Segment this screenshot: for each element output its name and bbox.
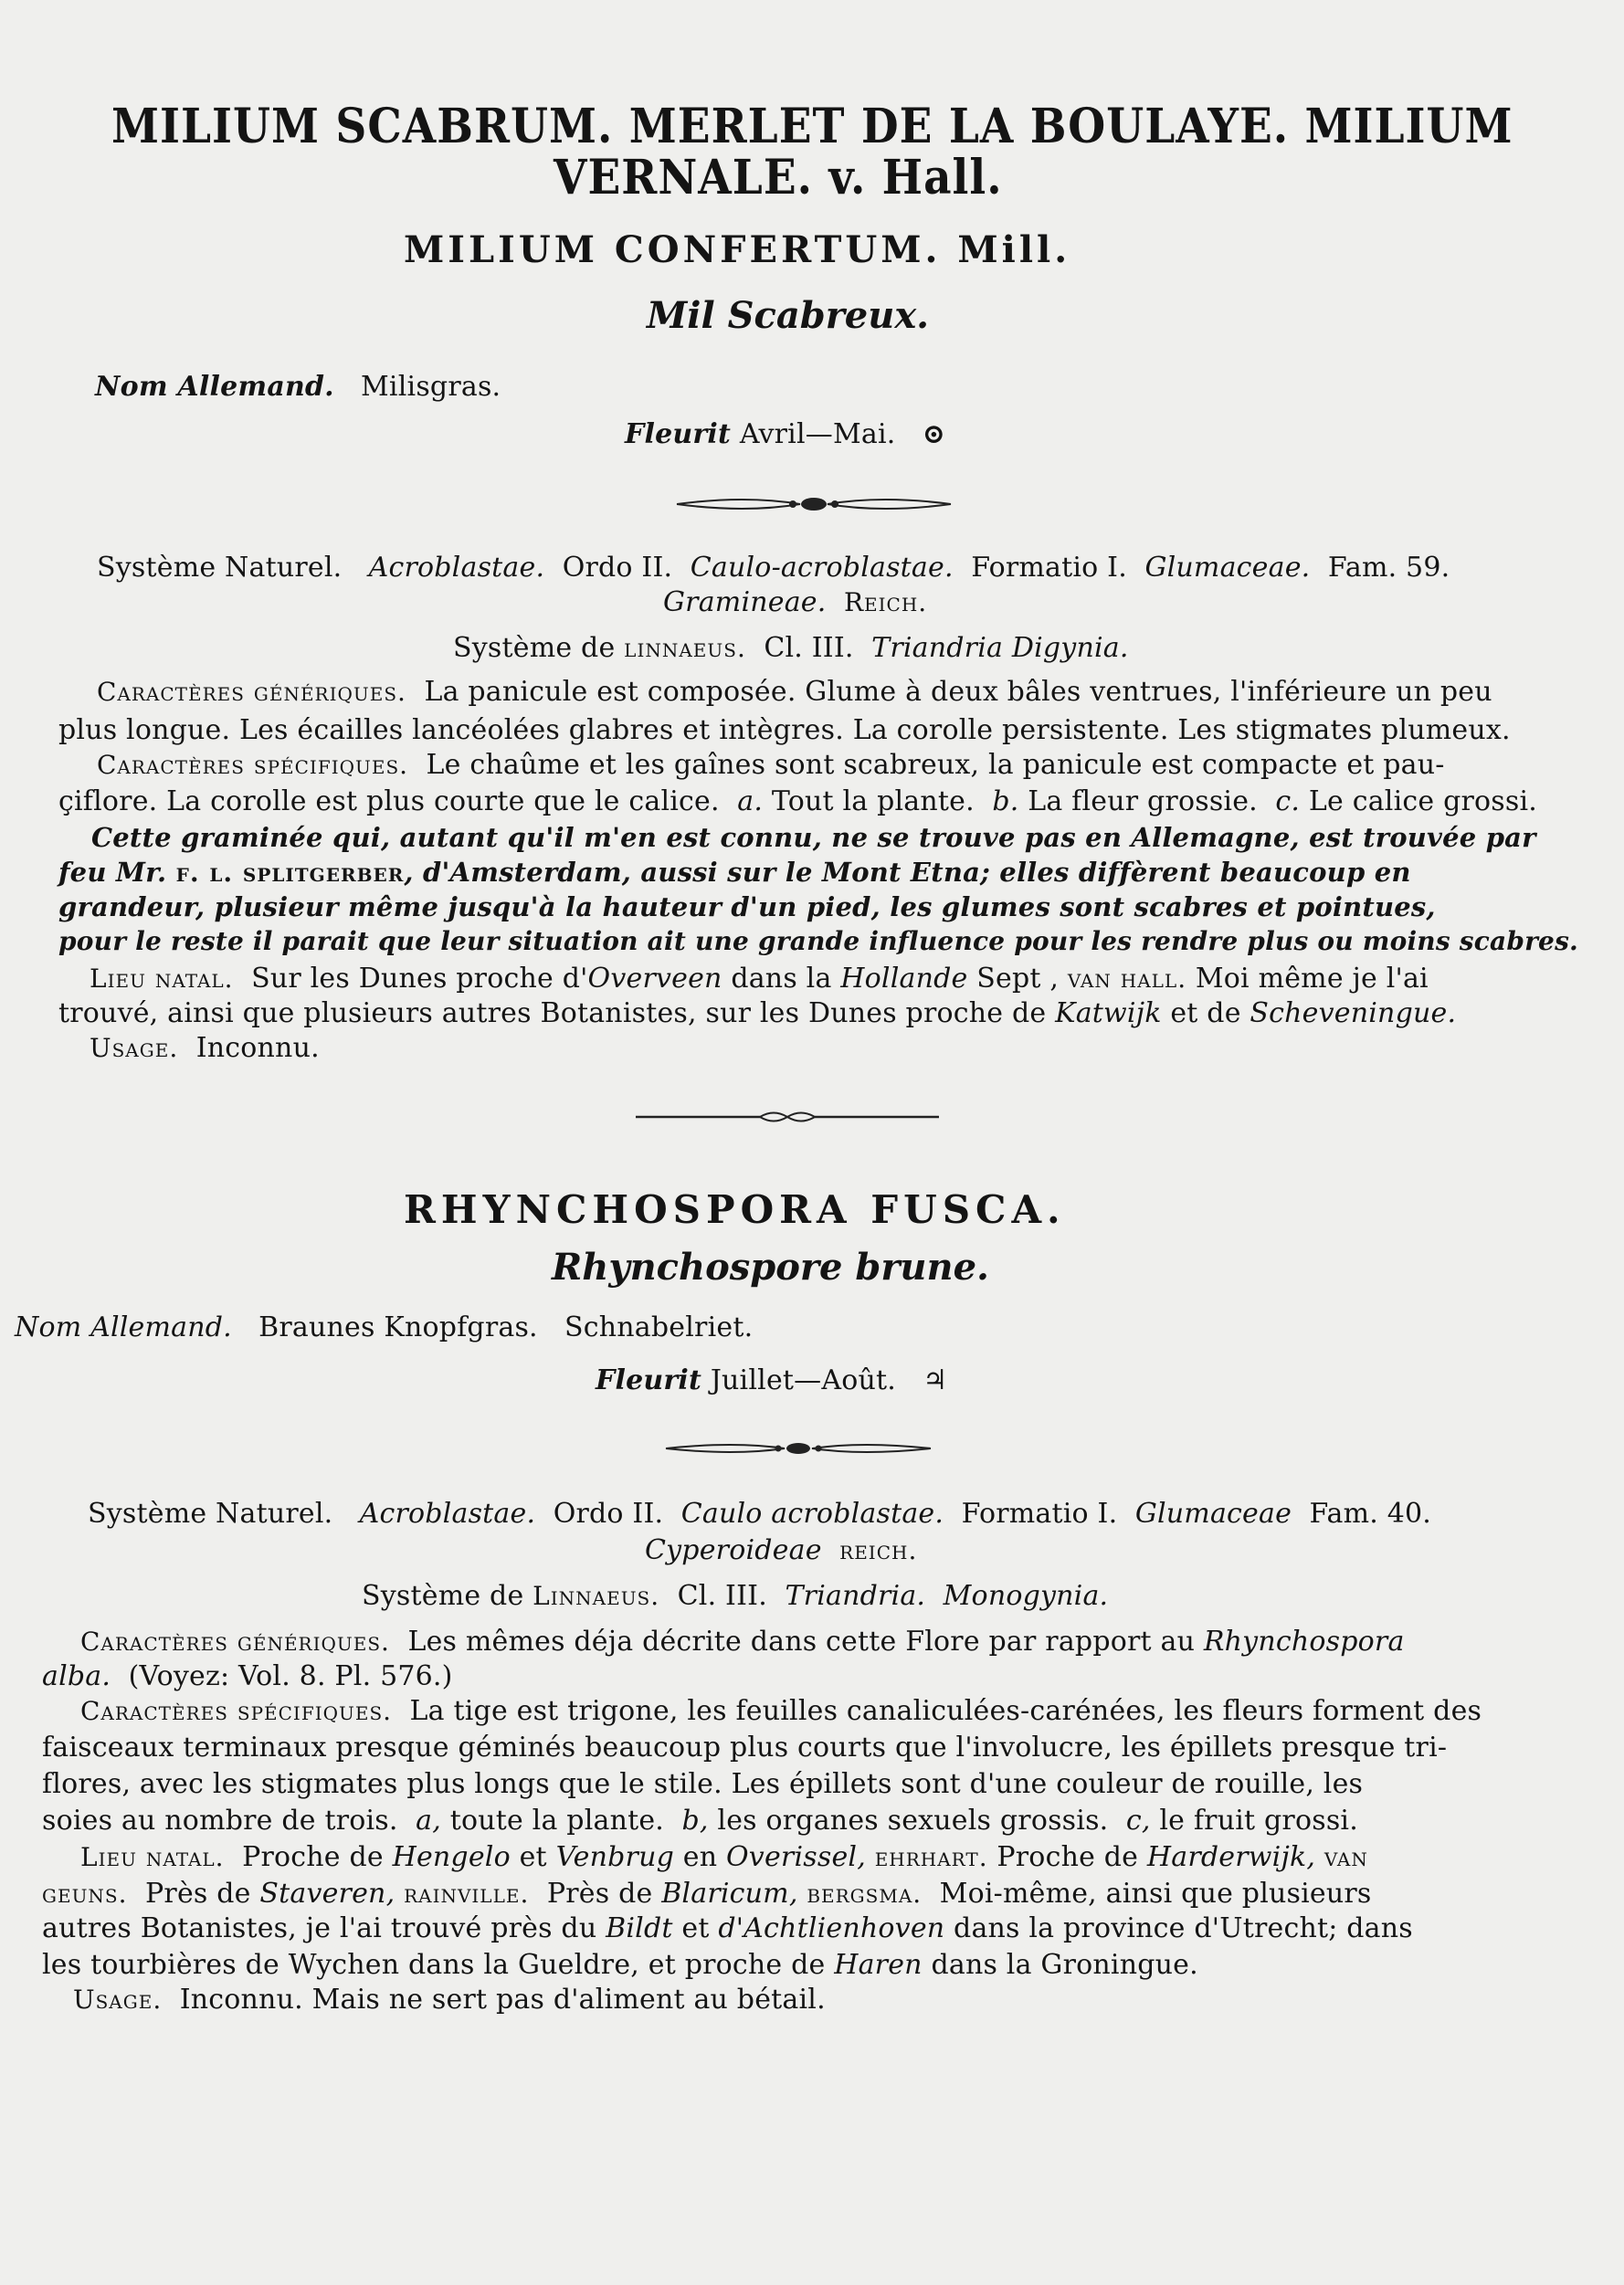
fig-a-text: Tout la plante. <box>771 785 975 817</box>
fig-b: b. <box>992 785 1019 817</box>
place-haren: Haren <box>834 1949 923 1981</box>
sys-label: Système Naturel. <box>97 552 343 584</box>
linn-class: Cl. III. <box>677 1580 767 1612</box>
sys-ordo-name: Caulo-acroblastae. <box>690 552 954 584</box>
rhyncho-spec-line2: faisceaux terminaux presque géminés beaucoup plus courts que l'involucre, les épillets presque tri- <box>42 1732 1448 1764</box>
rhyncho-systeme-naturel <box>88 1498 1431 1530</box>
sys-fam: Fam. 59. <box>1327 552 1450 584</box>
place-venbrug: Venbrug <box>555 1841 675 1873</box>
place-staveren: Staveren, <box>259 1878 395 1910</box>
perennial-symbol: ♃ <box>923 1364 948 1396</box>
milium-lieu-line2 <box>58 997 1456 1029</box>
milium-note-line4: pour le reste il parait que leur situation ait une grande influence pour les rendre plus ou moins scabres. <box>58 926 1578 956</box>
milium-subtitle: MILIUM CONFERTUM. Mill. <box>404 228 1071 271</box>
spec-text: La tige est trigone, les feuilles canaliculées-carénées, les fleurs forment des <box>409 1695 1482 1727</box>
milium-spec-line1 <box>97 749 1445 781</box>
milium-note-line2 <box>58 857 1411 888</box>
rhyncho-lieu-line1 <box>80 1841 1368 1873</box>
gen-text: La panicule est composée. Glume à deux bâles ventrues, l'inférieure un peu <box>424 676 1492 708</box>
lieu-author: van <box>1323 1842 1368 1872</box>
milium-lieu-line1 <box>90 963 1429 995</box>
rhyncho-lieu-line3 <box>42 1912 1413 1944</box>
rhyncho-family <box>645 1534 917 1566</box>
lieu-text: Proche de <box>242 1841 384 1873</box>
rhyncho-lieu-line4 <box>42 1949 1198 1981</box>
milium-usage <box>90 1032 320 1064</box>
lieu-author: ehrhart. <box>874 1842 988 1872</box>
linn-label: Système de <box>453 632 616 664</box>
spec-text: Le chaûme et les gaînes sont scabreux, la panicule est compacte et pau- <box>426 749 1445 781</box>
annual-symbol: ⊙ <box>922 418 946 450</box>
sys-fam: Fam. 40. <box>1309 1498 1432 1530</box>
section-divider <box>632 1107 943 1127</box>
lieu-text: et de <box>1170 997 1241 1029</box>
place-harderwijk: Harderwijk, <box>1146 1841 1316 1873</box>
fig-c: c. <box>1275 785 1301 817</box>
nom-value: Braunes Knopfgras. <box>258 1311 538 1343</box>
lieu-text: autres Botanistes, je l'ai trouvé près du <box>42 1912 597 1944</box>
lieu-text: les tourbières de Wychen dans la Gueldre, et proche de <box>42 1949 826 1981</box>
lieu-text: dans la Groningue. <box>931 1949 1198 1981</box>
fig-a: a. <box>737 785 764 817</box>
lieu-text: Sur les Dunes proche d' <box>251 963 588 995</box>
sys-formatio-name: Glumaceae. <box>1144 552 1311 584</box>
spec-label: Caractères spécifiques. <box>80 1696 393 1726</box>
lieu-text: Moi même je l'ai <box>1195 963 1429 995</box>
sys-class: Acroblastae. <box>368 552 545 584</box>
fig-b: b, <box>681 1805 709 1837</box>
rhyncho-spec-line3: flores, avec les stigmates plus longs que le stile. Les épillets sont d'une couleur de rouille, les <box>42 1768 1364 1800</box>
sys-formatio: Formatio I. <box>971 552 1127 584</box>
family-name: Gramineae. <box>663 586 827 618</box>
usage-value: Inconnu. Mais ne sert pas d'aliment au bétail. <box>179 1984 826 2016</box>
place-overissel: Overissel, <box>726 1841 866 1873</box>
lieu-label: Lieu natal. <box>90 963 234 994</box>
sys-formatio: Formatio I. <box>961 1498 1118 1530</box>
family-author: reich. <box>839 1535 918 1565</box>
rhyncho-linnaeus <box>362 1580 1108 1612</box>
place-hollande: Hollande <box>840 963 968 995</box>
sys-ordo-name: Caulo acroblastae. <box>680 1498 944 1530</box>
rhyncho-fleurit <box>596 1364 947 1396</box>
fig-c: c, <box>1125 1805 1151 1837</box>
place-overveen: Overveen <box>587 963 722 995</box>
lieu-text: trouvé, ainsi que plusieurs autres Botanistes, sur les Dunes proche de <box>58 997 1047 1029</box>
lieu-author: rainville. <box>404 1879 530 1909</box>
lieu-text: en <box>682 1841 718 1873</box>
milium-note-line3: grandeur, plusieur même jusqu'à la hauteur d'un pied, les glumes sont scabres et pointues, <box>58 891 1436 922</box>
nom-label: Nom Allemand. <box>95 371 334 403</box>
lieu-text: et <box>681 1912 710 1944</box>
place-katwijk: Katwijk <box>1055 997 1162 1029</box>
sys-class: Acroblastae. <box>359 1498 536 1530</box>
linn-name: Linnaeus. <box>533 1581 660 1611</box>
linn-order: Monogynia. <box>943 1580 1109 1612</box>
lieu-author: bergsma. <box>807 1879 923 1909</box>
spec-text: çiflore. La corolle est plus courte que le calice. <box>58 785 720 817</box>
place-bildt: Bildt <box>606 1912 673 1944</box>
milium-fleurit <box>625 418 945 450</box>
gen-label: Caractères génériques. <box>80 1627 390 1657</box>
sys-formatio-name: Glumaceae <box>1134 1498 1292 1530</box>
sys-label: Système Naturel. <box>88 1498 333 1530</box>
fig-c-text: le fruit grossi. <box>1159 1805 1358 1837</box>
spec-text: soies au nombre de trois. <box>42 1805 398 1837</box>
lieu-text: dans la <box>731 963 832 995</box>
fleurit-label: Fleurit <box>625 418 732 450</box>
ref-genus: Rhynchospora <box>1203 1626 1405 1658</box>
place-achtlienhoven: d'Achtlienhoven <box>718 1912 945 1944</box>
fleurit-value: Juillet—Août. <box>710 1364 896 1396</box>
lieu-text: et <box>519 1841 547 1873</box>
rhyncho-spec-line1 <box>80 1695 1482 1727</box>
milium-common-name: Mil Scabreux. <box>647 294 930 337</box>
ornament-divider <box>672 491 955 517</box>
usage-value: Inconnu. <box>195 1032 320 1064</box>
spec-label: Caractères spécifiques. <box>97 750 409 780</box>
lieu-label: Lieu natal. <box>80 1842 225 1872</box>
linn-order: Triandria Digynia. <box>871 632 1129 664</box>
milium-gen-line1 <box>97 676 1492 708</box>
fig-b-text: La fleur grossie. <box>1028 785 1258 817</box>
ornament-divider <box>661 1437 935 1459</box>
milium-systeme-naturel <box>97 552 1450 584</box>
milium-spec-line2 <box>58 785 1537 817</box>
place-blaricum: Blaricum, <box>661 1878 798 1910</box>
rhyncho-title: RHYNCHOSPORA FUSCA. <box>404 1187 1066 1232</box>
note-text: , d'Amsterdam, aussi sur le Mont Etna; elles diffèrent beaucoup en <box>404 857 1411 888</box>
lieu-text: Proche de <box>997 1841 1139 1873</box>
ref-volume: (Voyez: Vol. 8. Pl. 576.) <box>128 1660 453 1692</box>
fig-c-text: Le calice grossi. <box>1308 785 1537 817</box>
rhyncho-spec-line4 <box>42 1805 1358 1837</box>
rhyncho-nom-allemand <box>15 1311 753 1343</box>
milium-title-line1: MILIUM SCABRUM. MERLET DE LA BOULAYE. MILIUM <box>111 99 1513 155</box>
fig-a: a, <box>416 1805 441 1837</box>
lieu-text: dans la province d'Utrecht; dans <box>954 1912 1413 1944</box>
linn-label: Système de <box>362 1580 524 1612</box>
gen-text: Les mêmes déja décrite dans cette Flore par rapport au <box>407 1626 1196 1658</box>
fig-a-text: toute la plante. <box>449 1805 665 1837</box>
lieu-text: Sept , <box>976 963 1060 995</box>
nom-label: Nom Allemand. <box>15 1311 232 1343</box>
note-author: f. l. splitgerber <box>175 858 405 888</box>
gen-label: Caractères génériques. <box>97 677 406 707</box>
usage-label: Usage. <box>73 1985 163 2015</box>
fleurit-label: Fleurit <box>596 1364 702 1396</box>
milium-note-line1: Cette graminée qui, autant qu'il m'en est connu, ne se trouve pas en Allemagne, est trouvée par <box>91 822 1536 853</box>
milium-nom-allemand <box>95 371 501 403</box>
milium-gen-line2: plus longue. Les écailles lancéolées glabres et intègres. La corolle persistente. Les stigmates plumeux. <box>58 714 1511 746</box>
family-name: Cyperoideae <box>645 1534 822 1566</box>
fig-b-text: les organes sexuels grossis. <box>717 1805 1109 1837</box>
rhyncho-gen-line2 <box>42 1660 453 1692</box>
sys-ordo: Ordo II. <box>553 1498 664 1530</box>
nom-value: Milisgras. <box>361 371 501 403</box>
family-author: Reich. <box>843 587 928 617</box>
fleurit-value: Avril—Mai. <box>739 418 896 450</box>
milium-family <box>663 586 927 618</box>
linn-order: Triandria. <box>785 1580 926 1612</box>
lieu-author: geuns. <box>42 1879 128 1909</box>
linn-name: linnaeus. <box>624 633 746 663</box>
usage-label: Usage. <box>90 1033 179 1063</box>
ref-species: alba. <box>42 1660 111 1692</box>
lieu-text: Près de <box>546 1878 653 1910</box>
milium-linnaeus <box>453 632 1129 664</box>
rhyncho-usage <box>73 1984 826 2016</box>
lieu-author: van hall. <box>1067 963 1187 994</box>
note-text: feu Mr. <box>58 857 167 888</box>
lieu-text: Moi-même, ainsi que plusieurs <box>939 1878 1372 1910</box>
place-hengelo: Hengelo <box>392 1841 511 1873</box>
rhyncho-gen-line1 <box>80 1626 1405 1658</box>
nom-value: Schnabelriet. <box>564 1311 754 1343</box>
lieu-text: Près de <box>145 1878 251 1910</box>
rhyncho-common-name: Rhynchospore brune. <box>552 1246 989 1289</box>
linn-class: Cl. III. <box>764 632 854 664</box>
milium-title-line2: VERNALE. v. Hall. <box>554 150 1003 206</box>
sys-ordo: Ordo II. <box>562 552 673 584</box>
place-scheveningue: Scheveningue. <box>1250 997 1457 1029</box>
rhyncho-lieu-line2 <box>42 1878 1372 1910</box>
